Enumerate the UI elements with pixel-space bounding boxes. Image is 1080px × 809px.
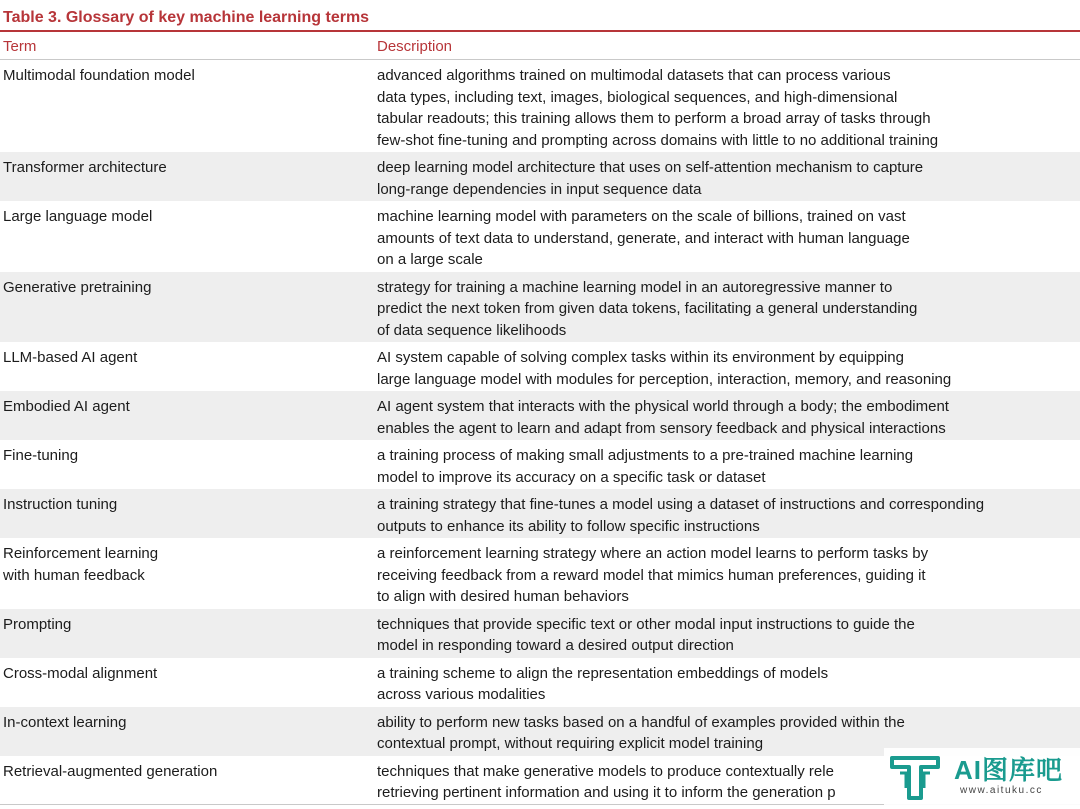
table-header bbox=[0, 33, 1080, 60]
column-header-term: Term bbox=[3, 38, 37, 55]
description-cell bbox=[377, 614, 1077, 657]
table-row bbox=[0, 658, 1080, 707]
term-cell bbox=[3, 396, 363, 418]
description-text: data types, including text, images, biological sequences, and high-dimensional bbox=[377, 88, 898, 106]
description-cell bbox=[377, 277, 1077, 342]
description-cell bbox=[377, 543, 1077, 608]
description-text: on a large scale bbox=[377, 251, 483, 268]
term-text: Transformer architecture bbox=[3, 159, 167, 176]
term-cell bbox=[3, 65, 363, 87]
term-cell bbox=[3, 663, 363, 685]
term-text: with human feedback bbox=[3, 566, 145, 584]
table-row bbox=[0, 538, 1080, 609]
term-cell bbox=[3, 277, 363, 299]
description-cell bbox=[377, 663, 1077, 706]
column-header-description: Description bbox=[377, 38, 453, 55]
description-text: receiving feedback from a reward model that mimics human preferences, guiding it bbox=[377, 566, 926, 584]
description-cell bbox=[377, 494, 1077, 537]
description-text: advanced algorithms trained on multimodal datasets that can process various bbox=[377, 67, 891, 84]
term-cell bbox=[3, 614, 363, 636]
term-text: Reinforcement learning bbox=[3, 545, 159, 562]
table-row bbox=[0, 272, 1080, 343]
term-text: Instruction tuning bbox=[3, 496, 118, 513]
description-text: large language model with modules for perception, interaction, memory, and reasoning bbox=[377, 370, 952, 388]
term-text: Large language model bbox=[3, 208, 153, 225]
description-text: ability to perform new tasks based on a handful of examples provided within the bbox=[377, 713, 905, 731]
term-text: Multimodal foundation model bbox=[3, 67, 195, 84]
description-cell bbox=[377, 445, 1077, 488]
term-cell bbox=[3, 206, 363, 228]
description-text: few-shot fine-tuning and prompting across domains with little to no additional training bbox=[377, 131, 939, 149]
title-rule bbox=[0, 30, 1080, 32]
description-text: deep learning model architecture that uses on self-attention mechanism to capture bbox=[377, 159, 924, 176]
term-cell bbox=[3, 494, 363, 516]
description-text: contextual prompt, without requiring explicit model training bbox=[377, 735, 764, 752]
description-text: outputs to enhance its ability to follow specific instructions bbox=[377, 517, 760, 535]
term-text: Embodied AI agent bbox=[3, 398, 130, 415]
term-text: Fine-tuning bbox=[3, 447, 79, 464]
description-text: of data sequence likelihoods bbox=[377, 321, 567, 339]
description-text: AI agent system that interacts with the physical world through a body; the embodiment bbox=[377, 398, 949, 415]
description-text: a training scheme to align the representation embeddings of models bbox=[377, 664, 829, 682]
term-text: In-context learning bbox=[3, 713, 127, 731]
description-text: tabular readouts; this training allows them to perform a broad array of tasks through bbox=[377, 110, 931, 127]
description-text: a training process of making small adjustments to a pre-trained machine learning bbox=[377, 447, 914, 464]
description-text: to align with desired human behaviors bbox=[377, 588, 629, 605]
term-cell bbox=[3, 157, 363, 179]
description-text: predict the next token from given data tokens, facilitating a general understanding bbox=[377, 300, 918, 317]
term-text: Generative pretraining bbox=[3, 278, 152, 296]
description-text: amounts of text data to understand, generate, and interact with human language bbox=[377, 229, 910, 247]
term-text: LLM-based AI agent bbox=[3, 349, 138, 366]
table-row bbox=[0, 609, 1080, 658]
description-text: enables the agent to learn and adapt from sensory feedback and physical interactions bbox=[377, 419, 946, 437]
term-text: Retrieval-augmented generation bbox=[3, 762, 218, 780]
description-text: a training strategy that fine-tunes a model using a dataset of instructions and corresponding bbox=[377, 496, 985, 513]
term-cell bbox=[3, 347, 363, 369]
table-row bbox=[0, 440, 1080, 489]
description-text: AI system capable of solving complex tasks within its environment by equipping bbox=[377, 349, 904, 366]
table-title: Table 3. Glossary of key machine learning terms bbox=[3, 9, 370, 26]
description-text: across various modalities bbox=[377, 686, 546, 703]
table-row bbox=[0, 489, 1080, 538]
description-cell bbox=[377, 396, 1077, 439]
description-cell bbox=[377, 347, 1077, 390]
description-text: techniques that provide specific text or other modal input instructions to guide the bbox=[377, 615, 915, 633]
watermark bbox=[884, 748, 1080, 806]
description-cell bbox=[377, 157, 1077, 200]
description-text: machine learning model with parameters on the scale of billions, trained on vast bbox=[377, 208, 906, 225]
term-cell bbox=[3, 712, 363, 734]
description-text: a reinforcement learning strategy where an action model learns to perform tasks by bbox=[377, 545, 929, 562]
watermark-logo-icon bbox=[888, 750, 942, 804]
table-row bbox=[0, 391, 1080, 440]
term-cell bbox=[3, 445, 363, 467]
description-cell bbox=[377, 65, 1077, 151]
description-text: model to improve its accuracy on a specific task or dataset bbox=[377, 468, 766, 486]
table-body bbox=[0, 60, 1080, 805]
term-cell bbox=[3, 761, 363, 783]
description-text: strategy for training a machine learning model in an autoregressive manner to bbox=[377, 278, 893, 296]
description-text: long-range dependencies in input sequence data bbox=[377, 180, 702, 198]
description-cell bbox=[377, 206, 1077, 271]
description-text: retrieving pertinent information and using it to inform the generation p bbox=[377, 784, 836, 801]
watermark-url: www.aituku.cc bbox=[960, 785, 1043, 796]
watermark-name: AI图库吧 bbox=[954, 755, 1064, 785]
description-text: techniques that make generative models to produce contextually rele bbox=[377, 762, 834, 780]
term-text: Prompting bbox=[3, 615, 72, 633]
table-row bbox=[0, 342, 1080, 391]
description-text: model in responding toward a desired output direction bbox=[377, 637, 734, 654]
term-cell bbox=[3, 543, 363, 586]
table-row bbox=[0, 60, 1080, 152]
term-text: Cross-modal alignment bbox=[3, 664, 158, 682]
table-row bbox=[0, 201, 1080, 272]
table-row bbox=[0, 152, 1080, 201]
